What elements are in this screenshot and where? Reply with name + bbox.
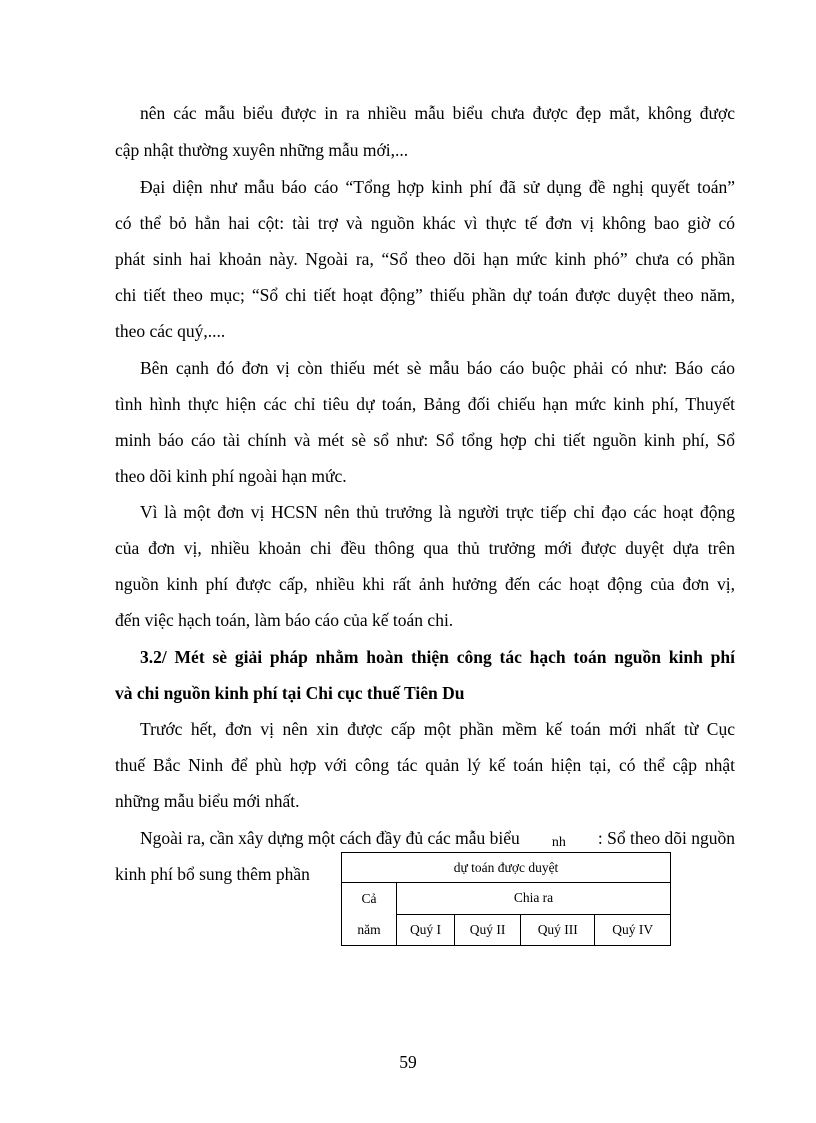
text-fragment: Ngoài ra, cần xây dựng một cách đầy đủ các mẫu biểu: [140, 828, 520, 848]
text-line: chi tiết theo mục; “Sổ chi tiết hoạt động” thiếu phần dự toán được duyệt theo năm,: [115, 285, 735, 305]
text-line: minh báo cáo tài chính và mét sè sổ như: Sổ tổng hợp chi tiết nguồn kinh phí, Sổ: [115, 430, 735, 450]
text-line: nên các mẫu biểu được in ra nhiều mẫu biểu chưa được đẹp mắt, không được: [140, 103, 735, 123]
quarter-cell: Quý III: [521, 914, 595, 946]
text-line: những mẫu biểu mới nhất.: [115, 791, 300, 811]
subscript-fragment: nh: [551, 835, 566, 850]
text-line: Trước hết, đơn vị nên xin được cấp một phần mềm kế toán mới nhất từ Cục: [140, 719, 735, 739]
text-line: tình hình thực hiện các chỉ tiêu dự toán, Bảng đối chiếu hạn mức kinh phí, Thuyết: [115, 394, 735, 414]
text-line: kinh phí bổ sung thêm phần: [115, 864, 310, 884]
page-number: 59: [399, 1052, 417, 1072]
quarter-cell: Quý I: [397, 914, 455, 946]
text-fragment: : Sổ theo dõi nguồn: [597, 828, 735, 848]
text-line: [140, 827, 735, 849]
year-label-2: năm: [357, 922, 381, 937]
split-header: Chia ra: [397, 883, 671, 915]
text-line: có thể bỏ hẳn hai cột: tài trợ và nguồn khác vì thực tế đơn vị không bao giờ có: [115, 213, 735, 233]
text-line: Đại diện như mẫu báo cáo “Tổng hợp kinh phí đã sử dụng đề nghị quyết toán”: [140, 177, 735, 197]
quarter-cell: Quý II: [455, 914, 521, 946]
text-line: phát sinh hai khoản này. Ngoài ra, “Sổ theo dõi hạn mức kinh phó” chưa có phần: [115, 249, 735, 269]
quarter-cell: Quý IV: [595, 914, 671, 946]
text-line: của đơn vị, nhiều khoản chi đều thông qua thủ trưởng mới được duyệt dựa trên: [115, 538, 735, 558]
text-line: Vì là một đơn vị HCSN nên thủ trưởng là người trực tiếp chỉ đạo các hoạt động: [140, 502, 735, 522]
budget-table: [341, 852, 671, 946]
year-label-1: Cả: [361, 891, 377, 906]
text-line: nguồn kinh phí được cấp, nhiều khi rất ảnh hưởng đến các hoạt động của đơn vị,: [115, 574, 735, 594]
year-header-cell: [342, 883, 397, 946]
section-heading: và chi nguồn kinh phí tại Chi cục thuế Tiên Du: [115, 683, 465, 703]
table-title: dự toán được duyệt: [342, 853, 671, 883]
text-line: đến việc hạch toán, làm báo cáo của kế toán chi.: [115, 610, 454, 630]
text-line: cập nhật thường xuyên những mẫu mới,...: [115, 140, 409, 160]
text-line: theo các quý,....: [115, 321, 226, 341]
text-line: theo dõi kinh phí ngoài hạn mức.: [115, 466, 347, 486]
text-line: thuế Bắc Ninh để phù hợp với công tác quản lý kế toán hiện tại, có thể cập nhật: [115, 755, 735, 775]
section-heading: 3.2/ Mét sè giải pháp nhằm hoàn thiện công tác hạch toán nguồn kinh phí: [140, 647, 735, 667]
text-line: Bên cạnh đó đơn vị còn thiếu mét sè mẫu báo cáo buộc phải có như: Báo cáo: [140, 358, 735, 378]
